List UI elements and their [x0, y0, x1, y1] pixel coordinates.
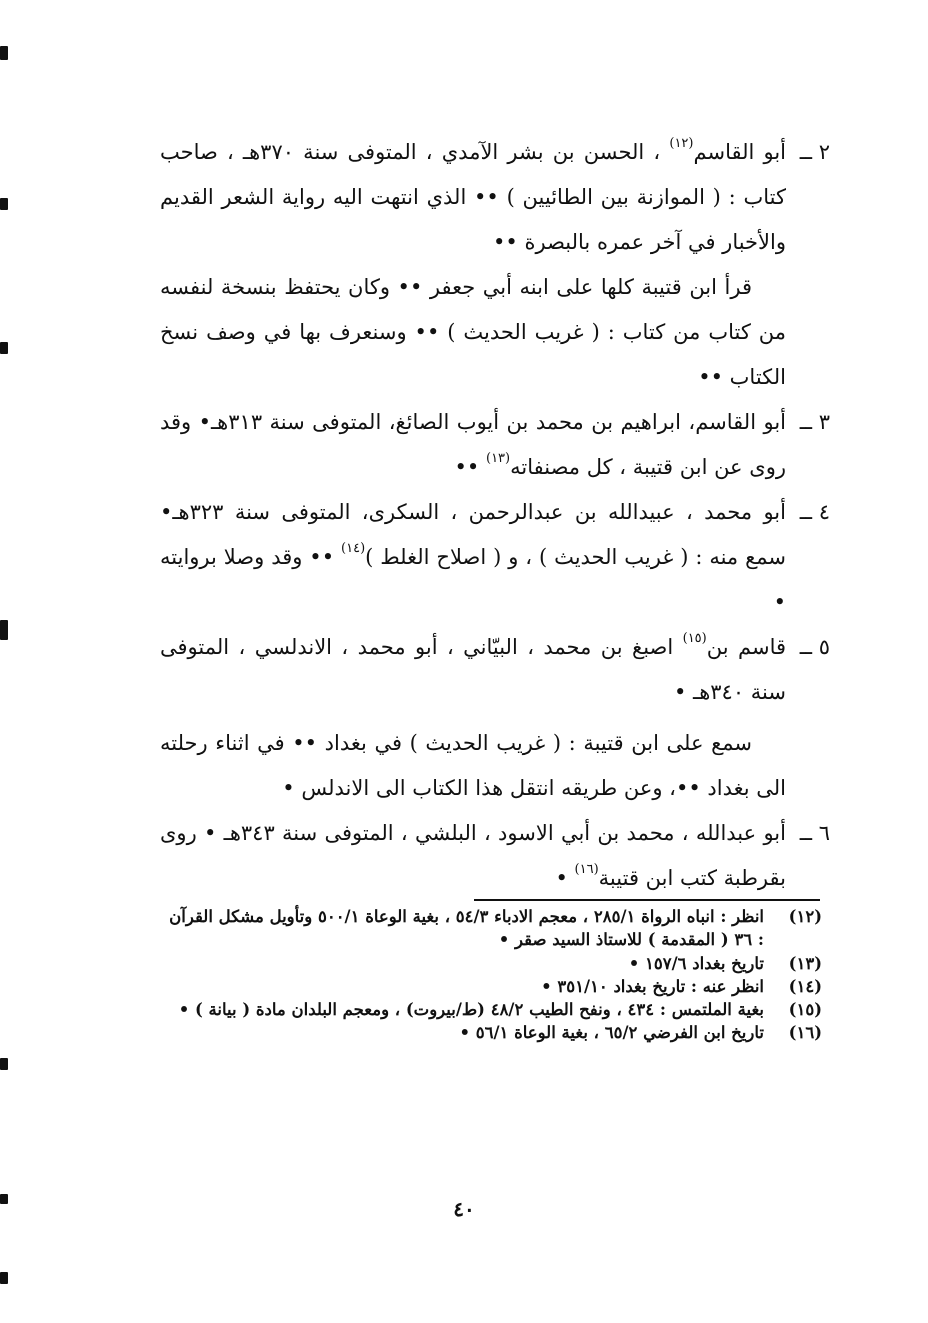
footnote-ref: (١٦) [574, 862, 599, 877]
footnote [160, 998, 822, 1021]
list-item [160, 625, 830, 715]
footnote-ref: (١٥) [682, 631, 707, 646]
entry-number: ٢ ــ [799, 140, 830, 164]
list-item [160, 130, 830, 265]
entry-text-cont: •• وقد وصلا بروايته • [160, 545, 786, 614]
footnote-text: بغية الملتمس : ٤٣٤ ، ونفح الطيب ٤٨/٢ (ط/بيروت) ، ومعجم البلدان مادة ( بيانة ) • [178, 1000, 764, 1020]
entry-text-cont: • [555, 866, 575, 890]
scan-edge-mark [0, 620, 8, 640]
entry-number: ٦ ــ [799, 821, 830, 845]
entry-text-cont: اصبغ بن محمد ، البيّاني ، أبو محمد ، الاندلسي ، المتوفى سنة ٣٤٠هـ • [160, 635, 786, 704]
footnote [160, 905, 822, 952]
footnote-number: (١٢) [788, 907, 822, 926]
footnote-ref: (١٤) [341, 541, 366, 556]
footnote-ref: (١٣) [486, 451, 511, 466]
main-text [160, 130, 830, 901]
entry-text: أبو محمد ، عبيدالله بن عبدالرحمن ، السكرى، المتوفى سنة ٣٢٣هـ• سمع منه : ( غريب الحديث ) ، و ( اصلاح الغلط ) [160, 500, 786, 569]
list-item [160, 811, 830, 901]
entry-text: أبو القاسم [693, 140, 787, 164]
footnote-number: (١٣) [788, 953, 822, 973]
footnote-text: تاريخ بغداد ١٥٧/٦ • [628, 953, 764, 973]
entry-number: ٥ ــ [799, 635, 830, 659]
entry-text: أبو القاسم، ابراهيم بن محمد بن أيوب الصائغ، المتوفى سنة ٣١٣هـ• وقد روى عن ابن قتيبة ، كل مصنفاته [160, 410, 786, 479]
list-item [160, 490, 830, 625]
footnote-ref: (١٢) [669, 136, 694, 151]
entry-number: ٣ ــ [799, 410, 830, 434]
paragraph [160, 721, 830, 811]
paragraph-text: سمع على ابن قتيبة : ( غريب الحديث ) في بغداد •• في اثناء رحلته الى بغداد ••، وعن طريقه انتقل هذا الكتاب الى الاندلس • [160, 731, 786, 800]
paragraph [160, 265, 830, 400]
scan-edge-mark [0, 1272, 8, 1284]
footnote-number: (١٤) [788, 976, 822, 996]
list-item [160, 400, 830, 490]
footnote-number: (١٥) [788, 1000, 822, 1020]
footnote-text: انظر : انباه الرواة ٢٨٥/١ ، معجم الادباء ٥٤/٣ ، بغية الوعاة ٥٠٠/١ وتأويل مشكل القرآن : ٣٦ ( المقدمة ) للاستاذ السيد صقر • [169, 907, 764, 950]
entry-text: أبو عبدالله ، محمد بن أبي الاسود ، البلشي ، المتوفى سنة ٣٤٣هـ • روى بقرطبة كتب ابن قتيبة [160, 821, 786, 890]
scan-edge-mark [0, 198, 8, 210]
scan-edge-mark [0, 342, 8, 354]
footnote-number: (١٦) [788, 1023, 822, 1043]
footnotes [160, 905, 822, 1045]
paragraph-text: قرأ ابن قتيبة كلها على ابنه أبي جعفر •• وكان يحتفظ بنسخة لنفسه من كتاب من كتاب : ( غريب الحديث ) •• وسنعرف بها في وصف نسخ الكتاب •• [160, 275, 786, 389]
footnote [160, 952, 822, 975]
footnote-text: انظر عنه : تاريخ بغداد ٣٥١/١٠ • [541, 976, 764, 996]
entry-number: ٤ ــ [799, 500, 830, 524]
scan-edge-mark [0, 1058, 8, 1070]
entry-text: قاسم بن [706, 635, 787, 659]
footnote [160, 975, 822, 998]
entry-text-cont: •• [454, 455, 486, 479]
footnote-text: تاريخ ابن الفرضي ٦٥/٢ ، بغية الوعاة ٥٦/١ • [459, 1023, 764, 1043]
entry-text-cont: ، الحسن بن بشر الآمدي ، المتوفى سنة ٣٧٠هـ ، صاحب كتاب : ( الموازنة بين الطائيين ) •• الذي انتهت اليه رواية الشعر القديم والأخبار في آخر عمره بالبصرة •• [160, 140, 786, 254]
page-number: ٤٠ [453, 1197, 475, 1221]
scan-edge-mark [0, 46, 8, 60]
footnote [160, 1021, 822, 1044]
footnote-separator [474, 899, 820, 901]
